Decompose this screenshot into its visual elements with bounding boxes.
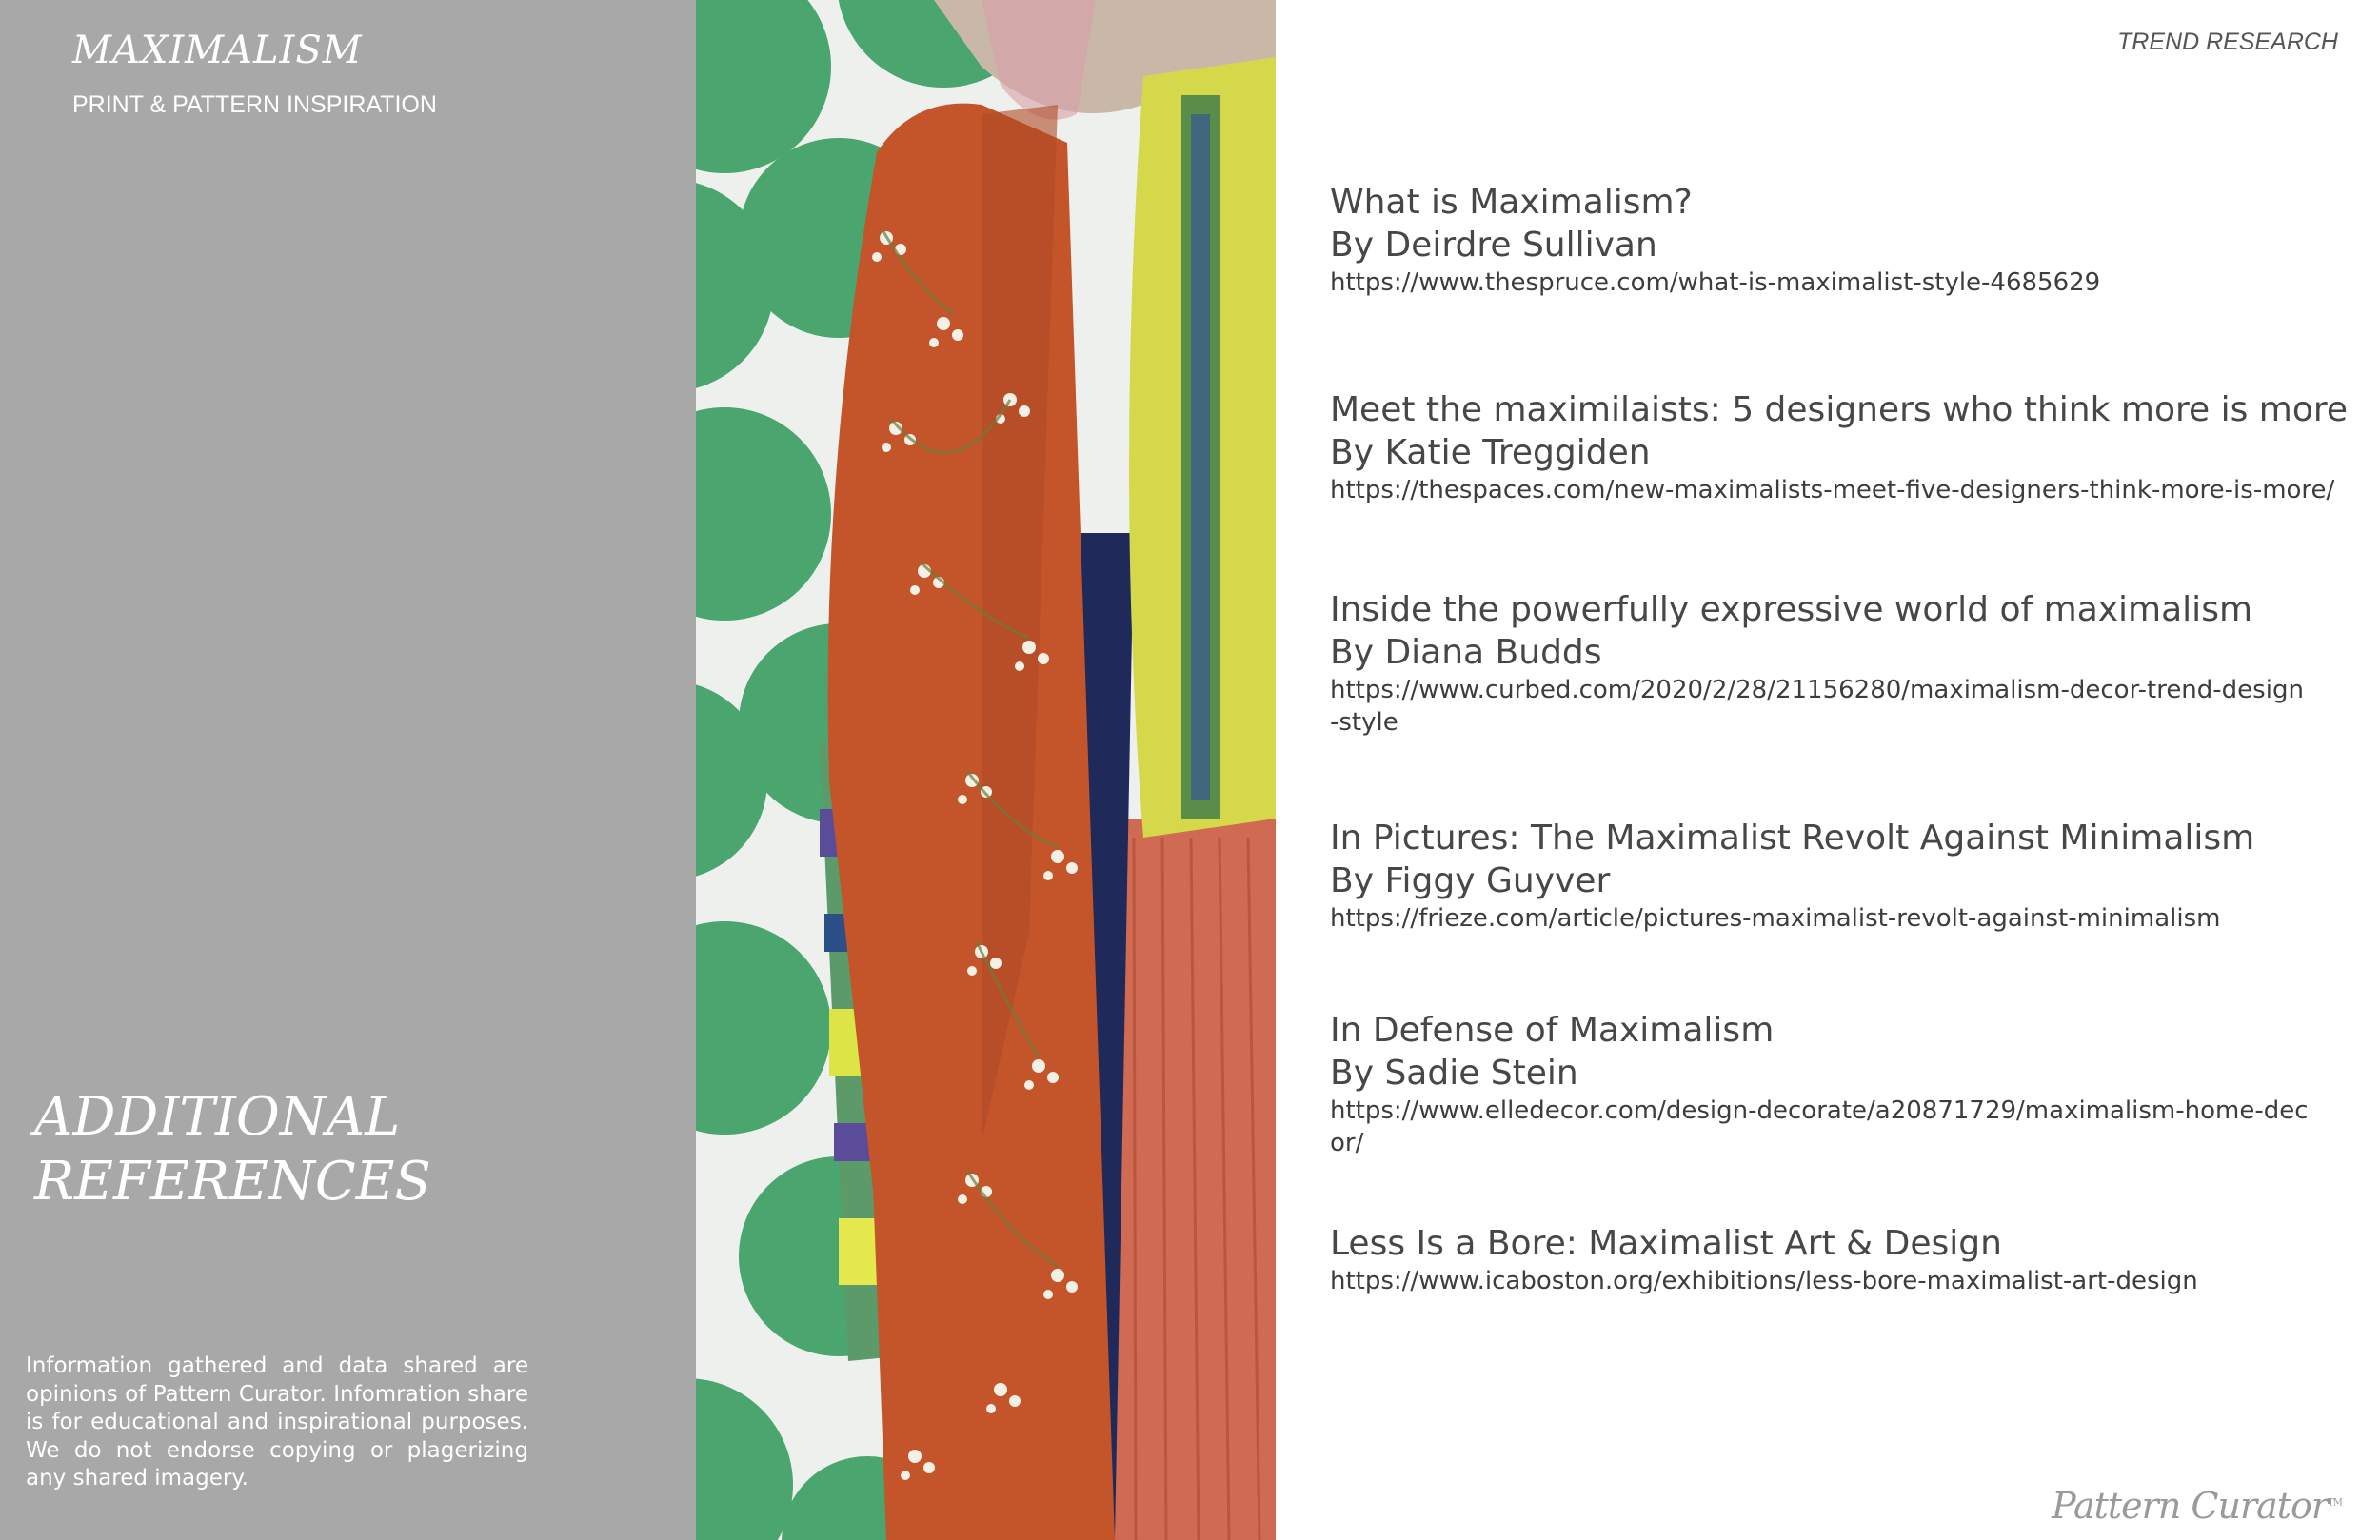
reference-title: Meet the maximilaists: 5 designers who think more is more — [1330, 390, 2349, 429]
reference-item — [1330, 388, 2358, 506]
reference-link[interactable]: https://www.icaboston.org/exhibitions/less-bore-maximalist-art-design — [1330, 1267, 2198, 1295]
brand-subtitle: PRINT & PATTERN INSPIRATION — [72, 91, 437, 118]
reference-item — [1330, 1009, 2358, 1159]
section-heading-line-2: REFERENCES — [34, 1151, 431, 1213]
trend-research-label: TREND RESEARCH — [2117, 29, 2338, 55]
brand-title: MAXIMALISM — [72, 29, 363, 72]
logo-text: Pattern Curator — [2052, 1485, 2329, 1527]
reference-item — [1330, 817, 2358, 935]
reference-title: Less Is a Bore: Maximalist Art & Design — [1330, 1224, 2002, 1263]
section-heading — [34, 1085, 431, 1214]
reference-title: In Pictures: The Maximalist Revolt Against Minimalism — [1330, 819, 2255, 858]
reference-link[interactable]: https://www.thespruce.com/what-is-maximalist-style-4685629 — [1330, 268, 2101, 297]
pattern-curator-logo: Pattern Curator™ — [2052, 1485, 2342, 1527]
reference-author: By Sadie Stein — [1330, 1054, 1578, 1093]
fashion-photo — [696, 0, 1276, 1540]
reference-link[interactable]: https://thespaces.com/new-maximalists-meet-five-designers-think-more-is-more/ — [1330, 476, 2335, 504]
reference-author: By Deirdre Sullivan — [1330, 226, 1657, 265]
reference-item — [1330, 181, 2358, 299]
reference-title: What is Maximalism? — [1330, 183, 1693, 222]
reference-title: In Defense of Maximalism — [1330, 1011, 1775, 1050]
sidebar-panel — [0, 0, 696, 1540]
reference-item — [1330, 588, 2358, 739]
reference-title: Inside the powerfully expressive world of maximalism — [1330, 590, 2253, 629]
reference-author: By Figgy Guyver — [1330, 861, 1611, 900]
reference-link[interactable]: https://frieze.com/article/pictures-maximalist-revolt-against-minimalism — [1330, 904, 2221, 933]
reference-author: By Katie Treggiden — [1330, 433, 1651, 472]
section-heading-line-1: ADDITIONAL — [34, 1086, 401, 1148]
disclaimer-text: Information gathered and data shared are opinions of Pattern Curator. Infomration share is for educational and inspirational purposes. We do not endorse copying or plagerizing any shared imagery. — [26, 1353, 528, 1491]
reference-link[interactable]: https://www.elledecor.com/design-decorate/a20871729/maximalism-home-decor/ — [1330, 1096, 2309, 1157]
reference-item — [1330, 1222, 2358, 1297]
reference-author: By Diana Budds — [1330, 633, 1602, 672]
reference-link[interactable]: https://www.curbed.com/2020/2/28/21156280/maximalism-decor-trend-design-style — [1330, 676, 2304, 737]
